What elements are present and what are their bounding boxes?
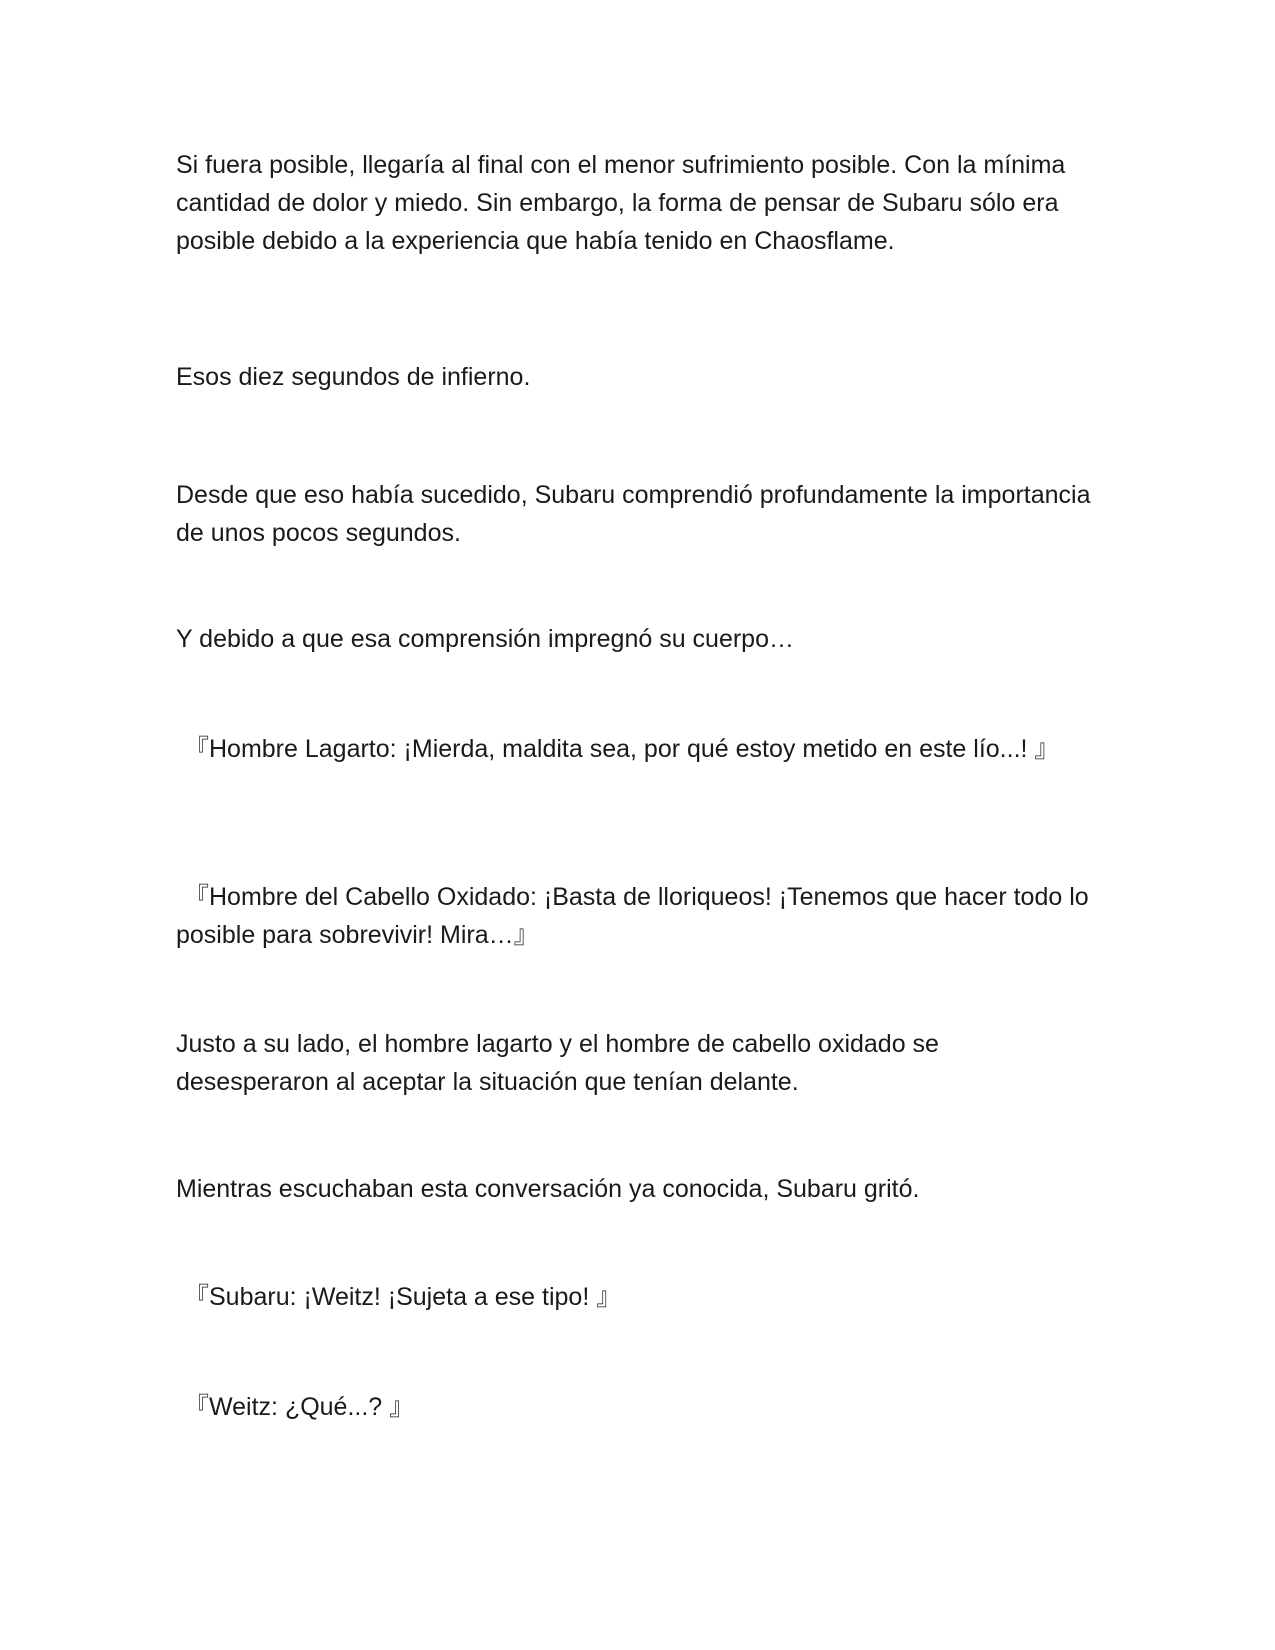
paragraph-comprehension: Y debido a que esa comprensión impregnó su cuerpo… (176, 625, 794, 653)
paragraph-importance: Desde que eso había sucedido, Subaru comprendió profundamente la importancia de unos pocos segundos. (176, 481, 1091, 547)
dialog-weitz: 『Weitz: ¿Qué...? 』 (184, 1393, 415, 1421)
paragraph-ten-seconds: Esos diez segundos de infierno. (176, 363, 531, 391)
dialog-lizard-man: 『Hombre Lagarto: ¡Mierda, maldita sea, por qué estoy metido en este lío...! 』 (184, 735, 1060, 763)
paragraph-subaru-shouts: Mientras escuchaban esta conversación ya conocida, Subaru gritó. (176, 1175, 920, 1203)
dialog-subaru: 『Subaru: ¡Weitz! ¡Sujeta a ese tipo! 』 (184, 1283, 622, 1311)
dialog-rust-hair-man: 『Hombre del Cabello Oxidado: ¡Basta de lloriqueos! ¡Tenemos que hacer todo lo posible para sobrevivir! Mira…』 (176, 883, 1089, 949)
paragraph-despair: Justo a su lado, el hombre lagarto y el hombre de cabello oxidado se desesperaron al aceptar la situación que tenían delante. (176, 1030, 939, 1096)
paragraph-chaosflame: Si fuera posible, llegaría al final con el menor sufrimiento posible. Con la mínima cantidad de dolor y miedo. Sin embargo, la forma de pensar de Subaru sólo era posible debido a la experiencia que había tenido en Chaosflame. (176, 151, 1066, 255)
